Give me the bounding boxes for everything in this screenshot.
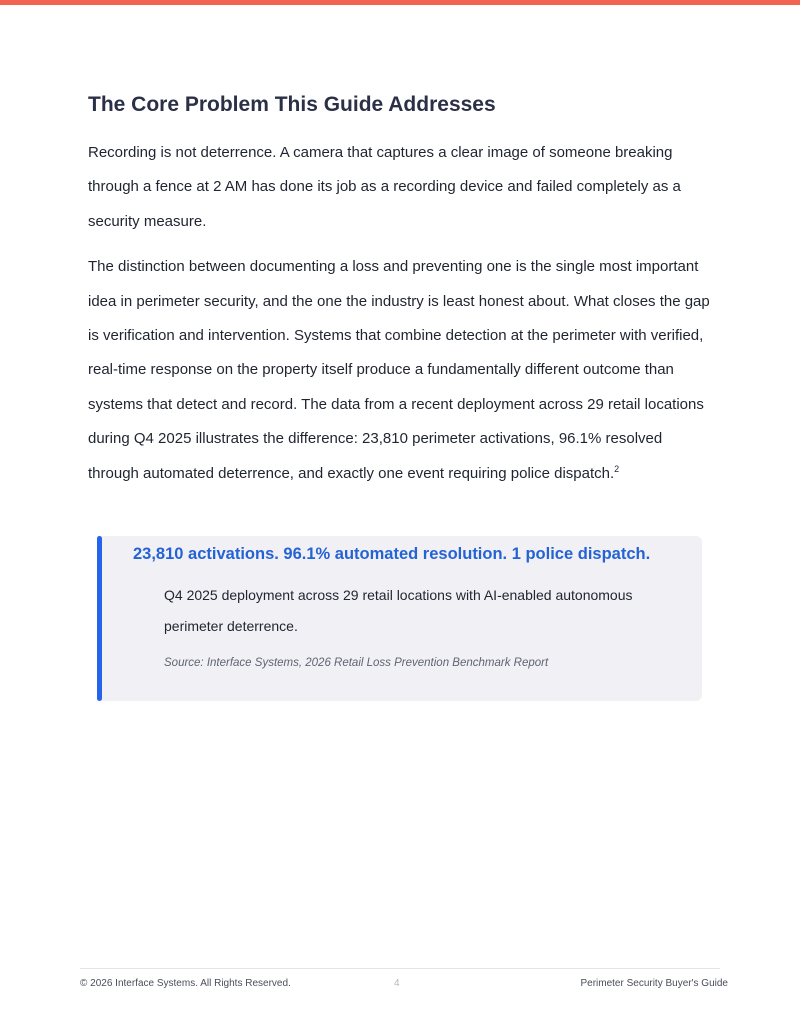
footer-copyright: © 2026 Interface Systems. All Rights Reserved.: [80, 978, 291, 989]
footer-divider: [80, 968, 720, 969]
paragraph-text: The distinction between documenting a loss and preventing one is the single most important idea in perimeter security, and the one the industry is least honest about. What closes the gap is verification and intervention. Systems that combine detection at the perimeter with verified, real-time response on the property itself produce a fundamentally different outcome than systems that detect and record. The data from a recent deployment across 29 retail locations during Q4 2025 illustrates the difference: 23,810 perimeter activations, 96.1% resolved through automated deterrence, and exactly one event requiring police dispatch.: [88, 258, 710, 482]
paragraph-documenting-vs-preventing: [88, 250, 712, 491]
callout-source: Source: Interface Systems, 2026 Retail Loss Prevention Benchmark Report: [164, 657, 549, 669]
callout-body: Q4 2025 deployment across 29 retail locations with AI-enabled autonomous perimeter deterrence.: [164, 587, 633, 634]
callout-headline: 23,810 activations. 96.1% automated resolution. 1 police dispatch.: [133, 545, 651, 563]
callout-accent-bar: [97, 536, 102, 701]
footer-document-title: Perimeter Security Buyer's Guide: [580, 978, 728, 989]
footnote-marker[interactable]: 2: [614, 463, 620, 474]
top-accent-bar: [0, 0, 800, 5]
stat-callout: [97, 536, 702, 701]
paragraph-recording-vs-deterrence: Recording is not deterrence. A camera that captures a clear image of someone breaking through a fence at 2 AM has done its job as a recording device and failed completely as a security measure.: [88, 144, 681, 230]
section-heading: The Core Problem This Guide Addresses: [88, 93, 496, 116]
main-content: [88, 90, 712, 491]
footer-page-number: 4: [394, 978, 400, 989]
